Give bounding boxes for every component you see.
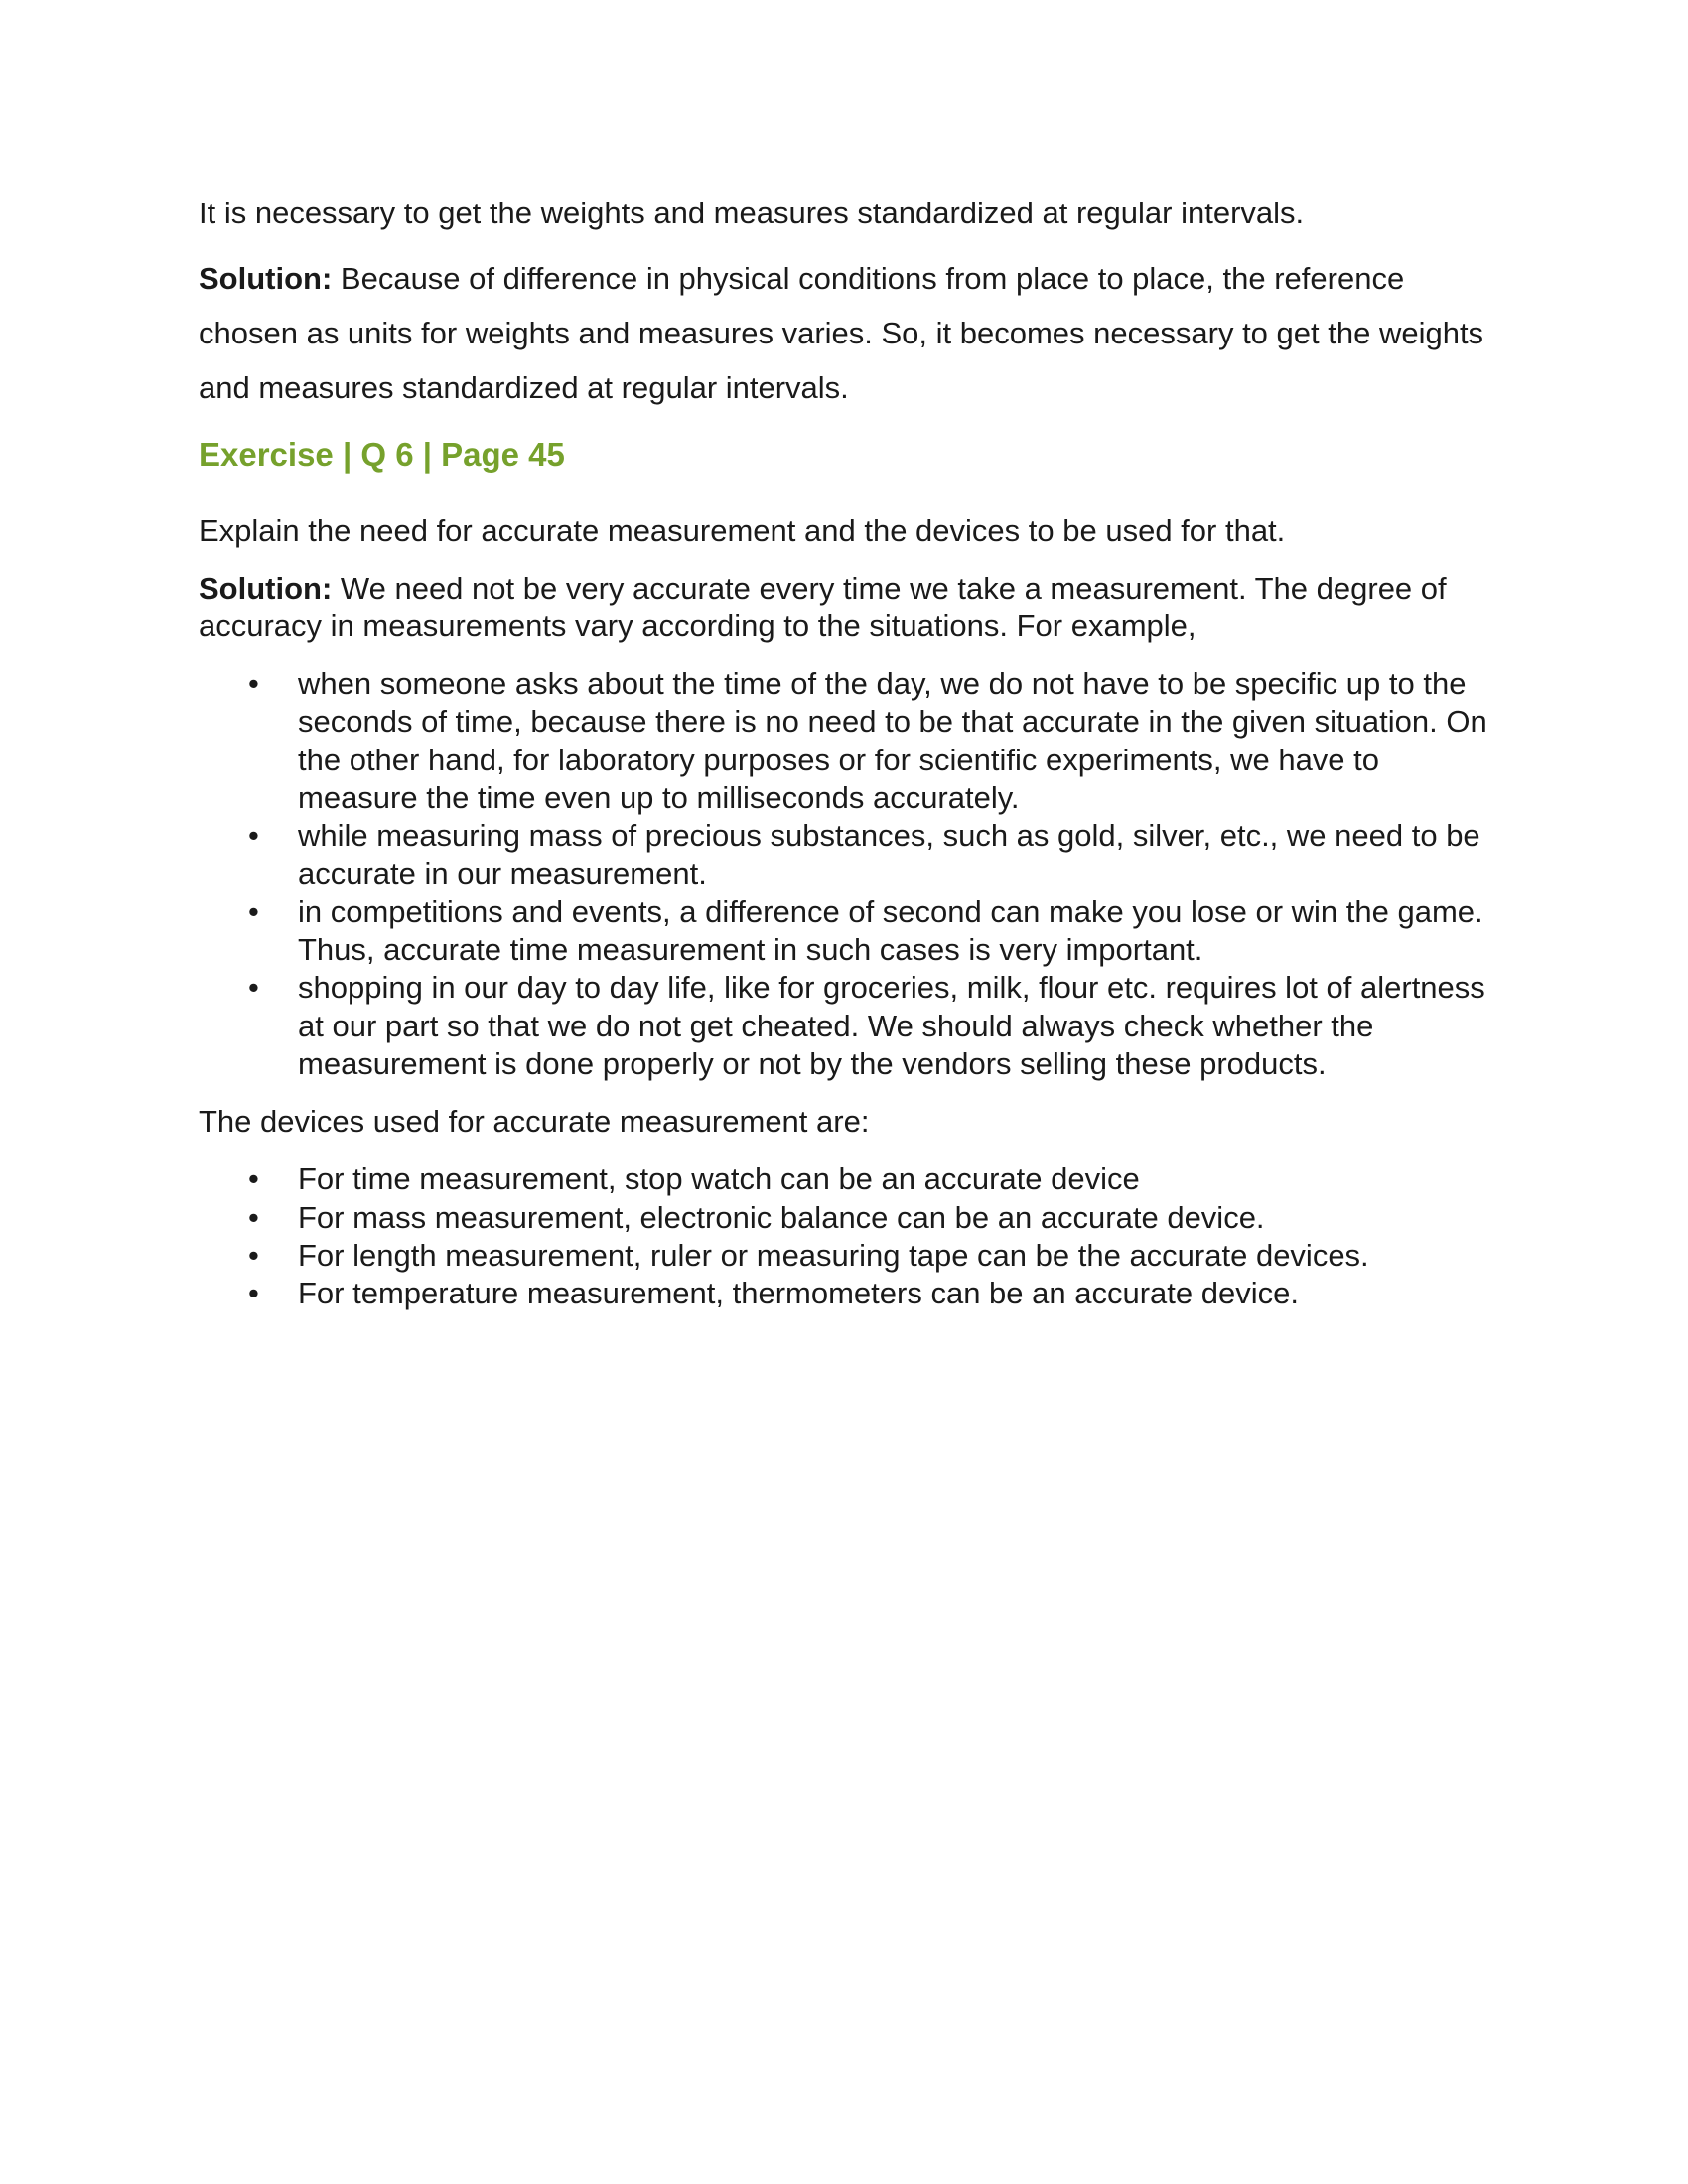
- list-item: • in competitions and events, a difference of second can make you lose or win the game. Thus, accurate time measurement in such cases is very important.: [248, 893, 1483, 968]
- exercise-heading: Exercise | Q 6 | Page 45: [199, 436, 565, 473]
- solution-label: Solution:: [199, 571, 333, 606]
- solution-label: Solution:: [199, 261, 333, 296]
- list-item: • shopping in our day to day life, like for groceries, milk, flour etc. requires lot of alertness at our part so that we do not get cheated. We should always check whether the measurement is done properly or not by the vendors selling these products.: [248, 970, 1485, 1081]
- bullet-icon: •: [248, 1161, 259, 1197]
- bullet-icon: •: [248, 970, 259, 1006]
- bullet-icon: •: [248, 1276, 259, 1311]
- devices-intro: The devices used for accurate measurement are:: [199, 1104, 870, 1140]
- list-item: • while measuring mass of precious substances, such as gold, silver, etc., we need to be accurate in our measurement.: [248, 818, 1480, 891]
- q6-solution: [199, 570, 1489, 645]
- devices-list: [199, 1160, 1489, 1312]
- list-item: • For mass measurement, electronic balance can be an accurate device.: [199, 1199, 1489, 1237]
- bullet-icon: •: [248, 893, 259, 929]
- bullet-icon: •: [248, 818, 259, 854]
- examples-list: [199, 665, 1489, 1083]
- solution-text: Because of difference in physical conditions from place to place, the reference chosen as units for weights and measures varies. So, it becomes necessary to get the weights and measures standardized at regular intervals.: [199, 261, 1484, 405]
- bullet-icon: •: [248, 666, 259, 701]
- previous-question-text: It is necessary to get the weights and measures standardized at regular intervals.: [199, 196, 1305, 230]
- list-item: • For length measurement, ruler or measuring tape can be the accurate devices.: [199, 1237, 1489, 1275]
- list-item: • For temperature measurement, thermometers can be an accurate device.: [199, 1275, 1489, 1312]
- list-item: • when someone asks about the time of the day, we do not have to be specific up to the seconds of time, because there is no need to be that accurate in the given situation. On the other hand, for laboratory purposes or for scientific experiments, we have to measure the time even up to milliseconds accurately.: [248, 666, 1487, 815]
- list-item: • For time measurement, stop watch can be an accurate device: [199, 1160, 1489, 1198]
- previous-solution: [199, 251, 1489, 415]
- bullet-icon: •: [248, 1237, 259, 1273]
- solution-intro: We need not be very accurate every time we take a measurement. The degree of accuracy in measurements vary according to the situations. For example,: [199, 571, 1447, 643]
- question-text: Explain the need for accurate measurement and the devices to be used for that.: [199, 513, 1286, 548]
- document-page: [199, 195, 1489, 1312]
- bullet-icon: •: [248, 1199, 259, 1235]
